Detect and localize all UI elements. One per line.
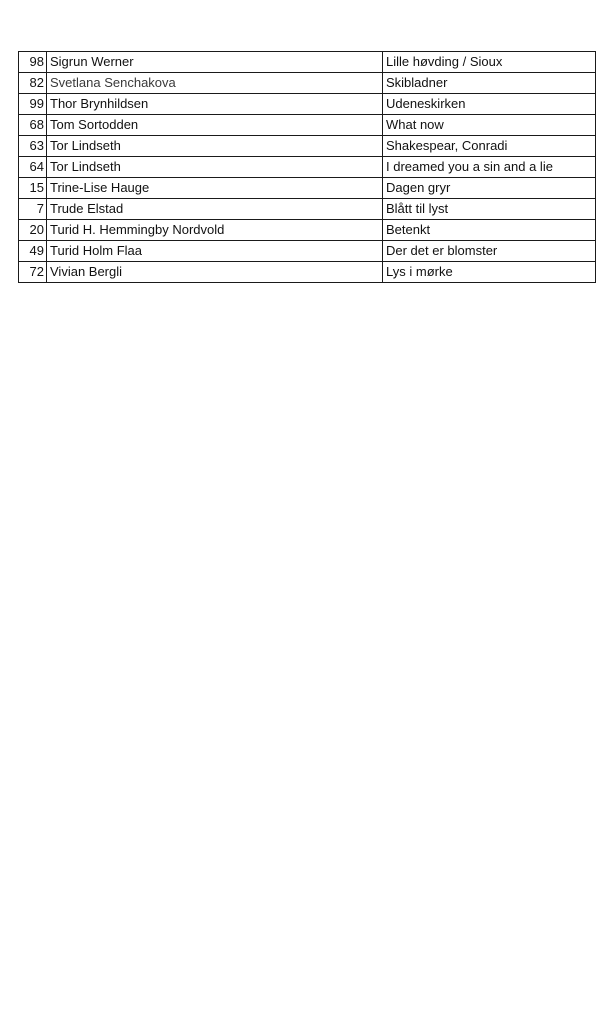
artwork-table <box>18 51 596 283</box>
table-row <box>19 178 596 199</box>
artist-name: Vivian Bergli <box>47 262 383 283</box>
row-number: 64 <box>19 157 47 178</box>
artwork-title: Blått til lyst <box>383 199 596 220</box>
table-row <box>19 199 596 220</box>
table-row <box>19 220 596 241</box>
artwork-title: Lys i mørke <box>383 262 596 283</box>
artwork-title: Udeneskirken <box>383 94 596 115</box>
table-row <box>19 94 596 115</box>
table-row <box>19 115 596 136</box>
artwork-title: Lille høvding / Sioux <box>383 52 596 73</box>
artist-name: Thor Brynhildsen <box>47 94 383 115</box>
artwork-title: Skibladner <box>383 73 596 94</box>
artist-name: Tom Sortodden <box>47 115 383 136</box>
table-row <box>19 241 596 262</box>
artist-name: Tor Lindseth <box>47 157 383 178</box>
row-number: 63 <box>19 136 47 157</box>
artist-name: Svetlana Senchakova <box>47 73 383 94</box>
row-number: 98 <box>19 52 47 73</box>
row-number: 49 <box>19 241 47 262</box>
artist-name: Turid Holm Flaa <box>47 241 383 262</box>
artwork-title: Der det er blomster <box>383 241 596 262</box>
artwork-title: What now <box>383 115 596 136</box>
artwork-title: I dreamed you a sin and a lie <box>383 157 596 178</box>
artist-name: Trude Elstad <box>47 199 383 220</box>
artist-name: Sigrun Werner <box>47 52 383 73</box>
artwork-title: Betenkt <box>383 220 596 241</box>
table-row <box>19 73 596 94</box>
row-number: 15 <box>19 178 47 199</box>
table-row <box>19 52 596 73</box>
table-row <box>19 262 596 283</box>
row-number: 7 <box>19 199 47 220</box>
row-number: 72 <box>19 262 47 283</box>
row-number: 99 <box>19 94 47 115</box>
artwork-title: Dagen gryr <box>383 178 596 199</box>
artist-name: Trine-Lise Hauge <box>47 178 383 199</box>
artwork-title: Shakespear, Conradi <box>383 136 596 157</box>
row-number: 82 <box>19 73 47 94</box>
artist-name: Turid H. Hemmingby Nordvold <box>47 220 383 241</box>
row-number: 20 <box>19 220 47 241</box>
row-number: 68 <box>19 115 47 136</box>
artist-name: Tor Lindseth <box>47 136 383 157</box>
table-row <box>19 136 596 157</box>
table-row <box>19 157 596 178</box>
